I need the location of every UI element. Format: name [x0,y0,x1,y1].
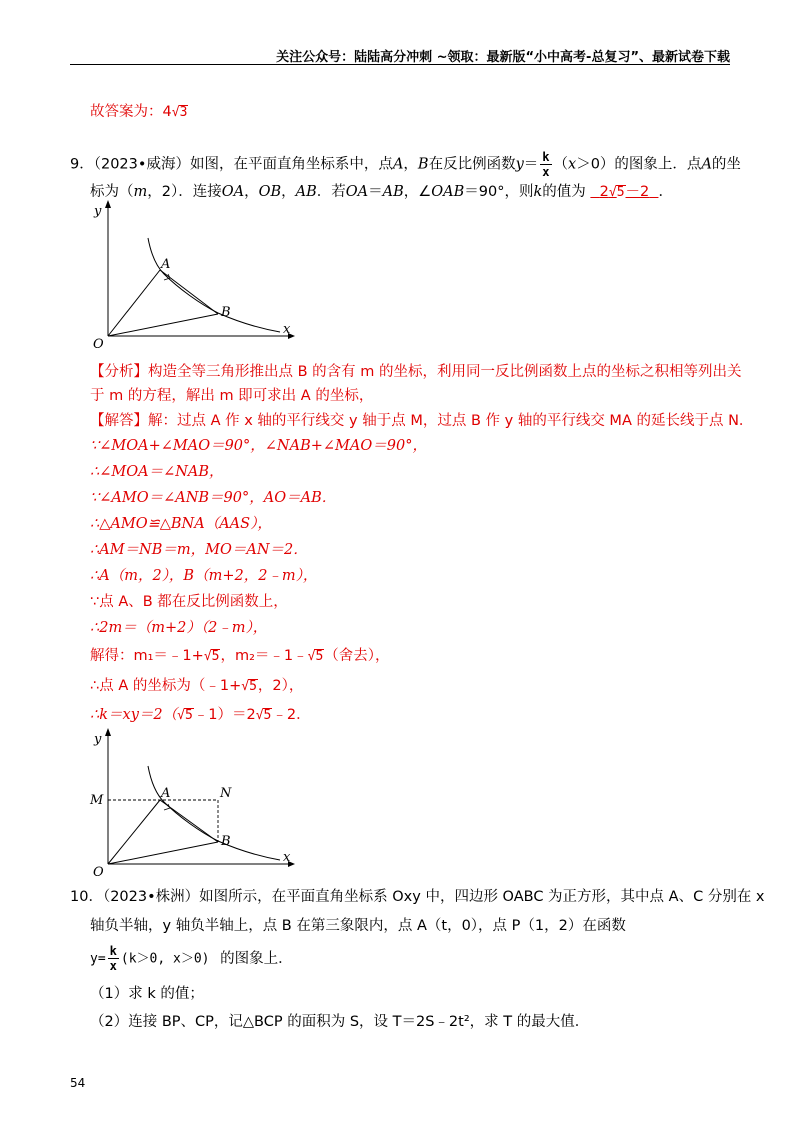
y-axis-arrow [105,200,111,208]
page-number: 54 [70,1076,86,1090]
hyperbola-curve [148,238,280,332]
page-header: 关注公众号：陆陆高分冲刺 ~领取：最新版“小中高考-总复习”、最新试卷下载 [276,50,730,65]
q9-k-line: ∴k＝xy＝2（√5﹣1）＝2√5﹣2． [90,707,311,723]
q9-line-1: 9．（2023•威海）如图，在平面直角坐标系中，点A，B在反比例函数y＝ $\frac{k}{x}$ （x＞0）的图象上．点A的坐 [70,150,741,179]
q9-step-8: ∴2m＝（m+2）（2﹣m）， [90,620,268,636]
q9-line-2: 标为（m，2）．连接OA，OB，AB．若OA＝AB，∠OAB＝90°，则k的值为 2√5－2 ． [90,184,673,200]
q9-step-2: ∴∠MOA＝∠NAB， [90,464,224,480]
segment-ab [160,800,218,842]
label-a: A [161,257,171,272]
label-y: y [94,204,102,219]
label-o: O [93,337,104,352]
q9-step-5: ∴AM＝NB＝m，MO＝AN＝2． [90,542,308,558]
q9-solution-1: 【解答】解：过点 A 作 x 轴的平行线交 y 轴于点 M，过点 B 作 y 轴的平行线交 MA 的延长线于点 N． [90,413,754,429]
label-m: M [90,793,104,808]
prev-answer: 故答案为：4√3 [90,104,188,120]
label-y: y [94,732,102,747]
label-o: O [93,865,104,880]
label-x: x [283,850,291,865]
header-rule [70,64,730,65]
y-axis-arrow [105,728,111,736]
q9-step-3: ∵∠AMO＝∠ANB＝90°，AO＝AB． [90,490,337,506]
q9-analysis-2: 于 m 的方程，解出 m 即可求出 A 的坐标， [90,388,374,404]
segment-oa [108,270,160,336]
q9-step-7: ∵点 A、B 都在反比例函数上， [90,594,288,610]
q9-step-4: ∴△AMO≌△BNA（AAS）， [90,516,272,532]
segment-ob [108,314,218,336]
hyperbola-curve [148,766,280,860]
label-a: A [161,786,171,801]
q9-answer: 2√5－2 [599,184,650,200]
segment-ob [108,842,218,864]
q9-analysis-1: 【分析】构造全等三角形推出点 B 的含有 m 的坐标，利用同一反比例函数上点的坐标之积相等列出关 [90,364,742,380]
q10-line-2: 轴负半轴，y 轴负半轴上，点 B 在第三象限内，点 A（t，0），点 P（1，2）在函数 [90,918,626,934]
q9-coord-line: ∴点 A 的坐标为（﹣1+√5，2）， [90,678,304,694]
figure-1 [88,196,300,352]
q10-line-1: 10．（2023•株洲）如图所示，在平面直角坐标系 Oxy 中，四边形 OABC 为正方形，其中点 A、C 分别在 x [70,889,765,905]
segment-oa [108,800,160,864]
label-b: B [221,834,231,849]
label-n: N [220,786,232,801]
q9-solve-line: 解得：m₁＝﹣1+√5，m₂＝﹣1﹣√5（舍去）， [90,648,390,664]
label-b: B [221,305,231,320]
q10-function: y= $\frac{k}{x}$ (k＞0, x＞0) 的图象上． [90,944,293,973]
label-x: x [283,322,291,337]
q10-part-2: （2）连接 BP、CP，记△BCP 的面积为 S，设 T＝2S﹣2t²，求 T 的最大值． [90,1014,590,1030]
figure-2 [88,724,300,880]
q9-step-1: ∵∠MOA+∠MAO＝90°，∠NAB+∠MAO＝90°， [90,438,427,454]
segment-ab [160,270,218,314]
q9-fraction: $\frac{k}{x}$ [542,150,550,179]
q10-part-1: （1）求 k 的值； [90,986,204,1002]
q9-step-6: ∴A（m，2），B（m+2，2﹣m）， [90,568,318,584]
